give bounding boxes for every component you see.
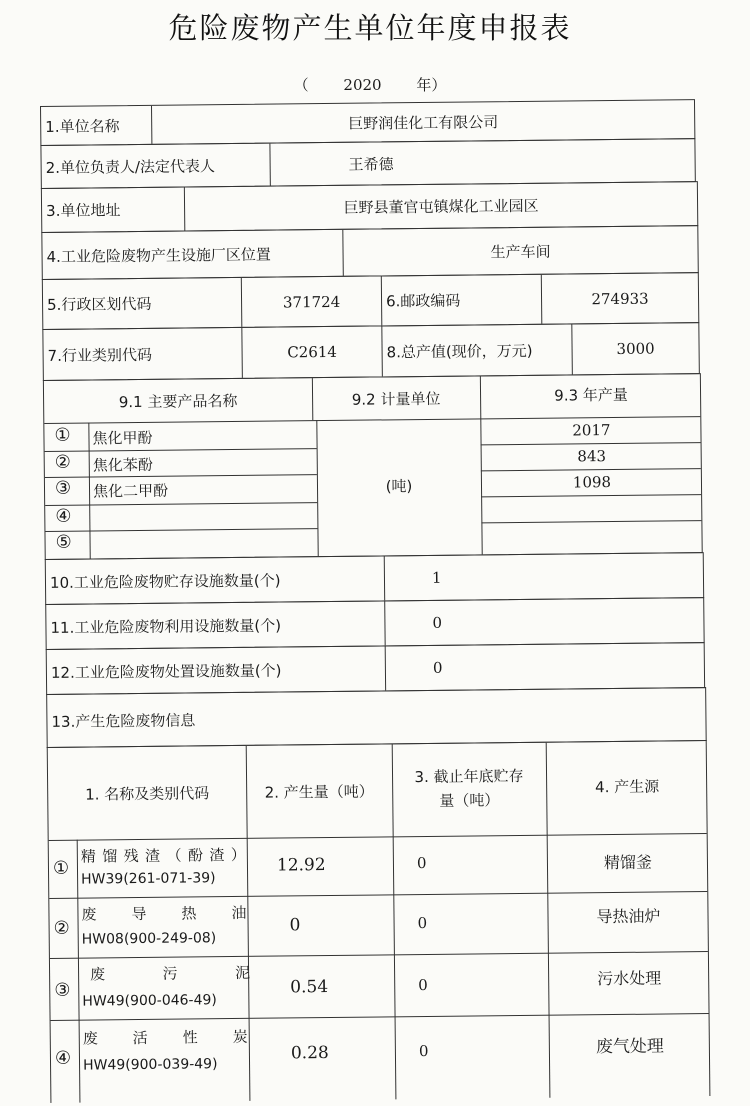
facility-location-label: 4.工业危险废物产生设施厂区位置	[46, 245, 271, 266]
waste-amount: 12.92	[276, 855, 326, 876]
waste-category-code: HW49(900-046-49)	[82, 992, 217, 1010]
waste-section-title: 13.产生危险废物信息	[51, 710, 196, 731]
waste-name-char: 性	[182, 1028, 198, 1047]
waste-name-char: 泥	[234, 963, 251, 983]
waste-source: 导热油炉	[596, 906, 661, 927]
row-codes	[42, 272, 699, 330]
waste-name	[81, 844, 246, 867]
waste-name-char: 废	[82, 1029, 98, 1048]
product-name-header: 9.1 主要产品名称	[118, 391, 238, 412]
total-output-value: 3000	[571, 323, 699, 374]
waste-name-char: 精	[80, 847, 96, 866]
product-output: 1098	[572, 473, 612, 492]
disposal-facilities-value: 0	[385, 643, 704, 690]
waste-name-col-header: 1. 名称及类别代码	[85, 784, 210, 804]
waste-name	[90, 962, 250, 985]
waste-row-number: ②	[53, 917, 70, 939]
waste-name-char: 污	[162, 964, 178, 983]
waste-name-char: 热	[181, 904, 197, 923]
district-code-label: 5.行政区划代码	[46, 294, 152, 314]
waste-stored: 0	[418, 975, 428, 995]
waste-stored-col-header-line1: 3. 截止年底贮存	[414, 766, 524, 787]
waste-name	[83, 1026, 248, 1049]
waste-category-code: HW49(900-039-49)	[82, 1056, 218, 1074]
waste-name-char: （	[166, 846, 182, 865]
industry-code-value: C2614	[241, 326, 382, 377]
waste-source: 精馏釜	[603, 852, 653, 873]
declaration-form	[40, 99, 710, 1106]
measure-unit-header: 9.2 计量单位	[351, 389, 441, 409]
waste-stored: 0	[416, 853, 427, 873]
waste-amount-col-header: 2. 产生量（吨）	[264, 782, 374, 802]
measure-unit-value: (吨)	[385, 477, 413, 496]
waste-source: 污水处理	[597, 968, 662, 989]
waste-name	[81, 902, 246, 925]
legal-rep-value: 王希德	[269, 139, 694, 185]
waste-name-char: 酚	[187, 846, 204, 865]
waste-amount: 0.54	[290, 977, 329, 998]
waste-table	[47, 740, 711, 1103]
storage-facilities-value: 1	[384, 553, 703, 600]
product-row-number: ③	[54, 477, 72, 499]
product-row-number: ①	[54, 424, 71, 446]
unit-name-label: 1.单位名称	[45, 116, 120, 136]
legal-rep-label: 2.单位负责人/法定代表人	[45, 156, 216, 177]
waste-name-char: 渣	[209, 846, 225, 865]
product-row-number: ④	[55, 505, 72, 527]
postal-code-value: 274933	[541, 273, 699, 324]
waste-name-char: 废	[81, 905, 97, 924]
utilization-facilities-label: 11.工业危险废物利用设施数量(个)	[50, 616, 282, 637]
waste-row-number: ④	[54, 1047, 72, 1069]
product-row-number: ⑤	[55, 531, 72, 553]
product-output	[481, 524, 703, 526]
disposal-facilities-label: 12.工业危险废物处置设施数量(个)	[50, 661, 282, 682]
annual-output-header: 9.3 年产量	[554, 385, 628, 405]
waste-row-number: ③	[54, 979, 71, 1001]
product-output: 2017	[572, 421, 611, 440]
waste-stored: 0	[417, 913, 428, 933]
address-label: 3.单位地址	[46, 201, 121, 220]
waste-amount: 0.28	[290, 1043, 329, 1064]
row-storage-facilities	[45, 552, 704, 605]
postal-code-label: 6.邮政编码	[381, 275, 542, 326]
waste-row-number: ①	[52, 857, 70, 879]
waste-name-char: 残	[123, 847, 139, 866]
waste-stored: 0	[418, 1041, 429, 1061]
storage-facilities-label: 10.工业危险废物贮存设施数量(个)	[49, 571, 281, 592]
waste-stored-col-header-line2: 量（吨）	[439, 791, 500, 810]
product-output: 843	[577, 447, 607, 466]
product-output	[481, 498, 703, 500]
waste-source-col-header: 4. 产生源	[595, 777, 660, 797]
industry-code-label: 7.行业类别代码	[47, 345, 153, 365]
year-open-paren: （	[293, 76, 309, 94]
facility-location-value: 生产车间	[342, 226, 697, 276]
row-disposal-facilities	[46, 642, 705, 695]
utilization-facilities-value: 0	[384, 598, 703, 645]
product-name: 焦化甲酚	[92, 428, 153, 448]
row-waste-section-title	[46, 687, 707, 748]
waste-name-char: 废	[90, 965, 106, 984]
row-utilization-facilities	[45, 597, 704, 650]
address-value: 巨野县董官屯镇煤化工业园区	[184, 182, 697, 230]
product-name: 焦化苯酚	[92, 455, 153, 475]
waste-category-code: HW39(261-071-39)	[81, 870, 216, 888]
waste-name-char: 渣	[145, 846, 161, 865]
unit-name-value: 巨野润佳化工有限公司	[151, 100, 694, 144]
form-title: 危险废物产生单位年度申报表	[168, 11, 572, 45]
product-row-number: ②	[54, 451, 71, 473]
district-code-value: 371724	[241, 276, 382, 326]
waste-name-char: 炭	[232, 1027, 248, 1047]
waste-name-char: 油	[231, 903, 247, 923]
waste-source: 废气处理	[595, 1036, 664, 1058]
year-value: 2020	[343, 76, 382, 94]
products-table	[43, 373, 703, 560]
row-facility-location	[41, 225, 698, 280]
waste-name-char: 导	[131, 904, 147, 924]
product-name: 焦化二甲酚	[92, 481, 169, 501]
waste-category-code: HW08(900-249-08)	[81, 930, 217, 948]
waste-name-char: 活	[132, 1028, 148, 1048]
waste-amount: 0	[289, 915, 301, 936]
waste-name-char: ）	[230, 845, 246, 865]
total-output-label: 8.总产值(现价，万元)	[381, 324, 572, 376]
report-year	[0, 74, 740, 95]
waste-name-char: 馏	[102, 847, 118, 866]
row-industry-output	[42, 322, 700, 381]
year-unit: 年）	[416, 76, 447, 94]
